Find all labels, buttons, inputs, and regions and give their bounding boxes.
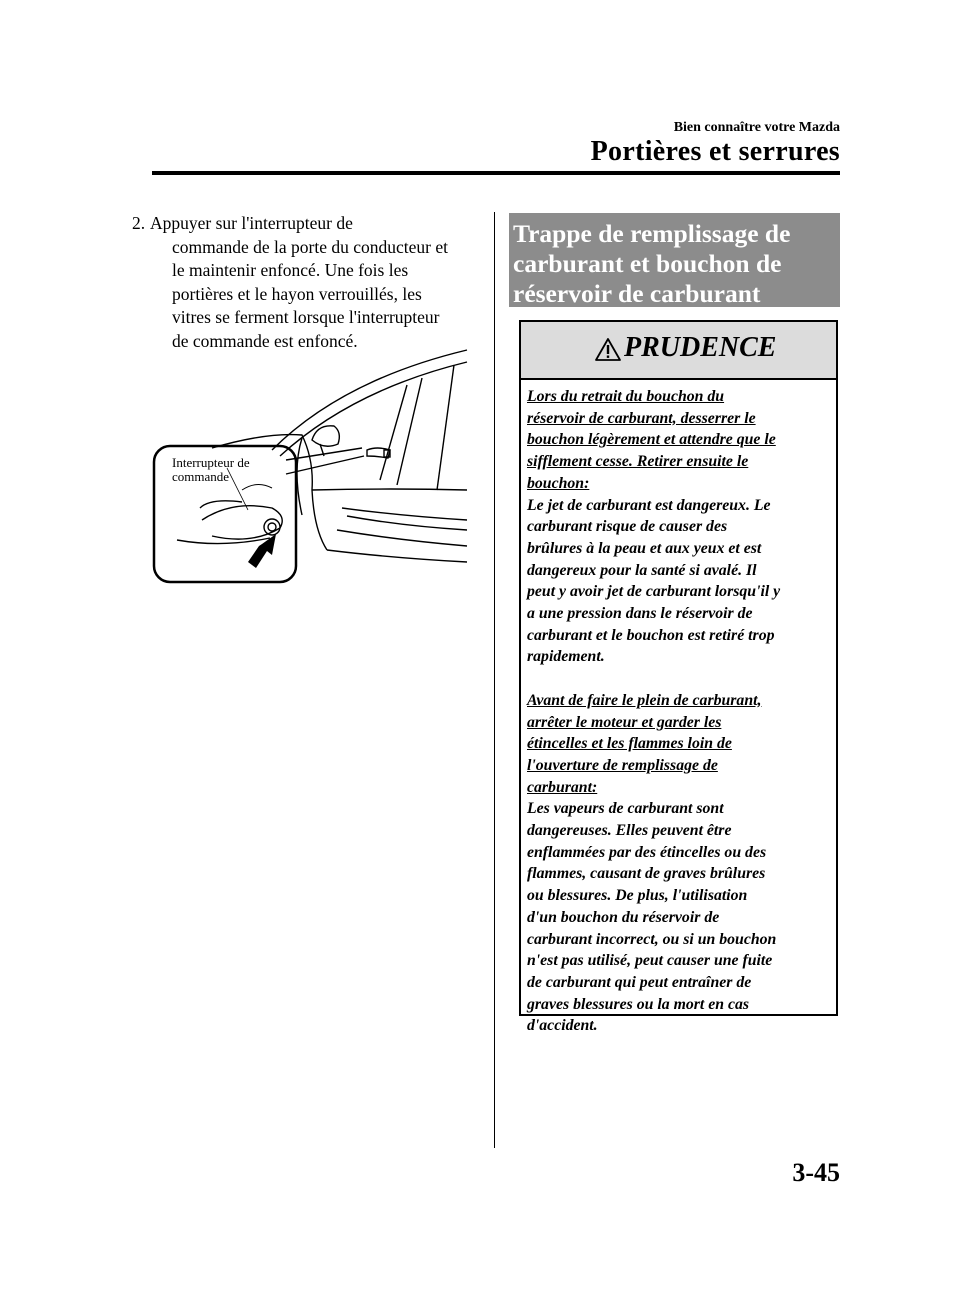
text-line: flammes, causant de graves brûlures — [527, 865, 766, 883]
text-line: ou blessures. De plus, l'utilisation — [527, 887, 748, 905]
section-title-line: carburant et bouchon de — [513, 249, 782, 278]
section-title-line: Trappe de remplissage de — [513, 219, 791, 248]
step-text — [150, 212, 482, 353]
step-line: commande de la porte du conducteur et — [172, 236, 449, 257]
column-divider — [494, 212, 495, 1148]
step-line: Appuyer sur l'interrupteur de — [150, 213, 353, 233]
step-line: de commande est enfoncé. — [172, 330, 358, 351]
text-line: brûlures à la peau et aux yeux et est — [527, 539, 762, 557]
text-line: carburant: — [527, 778, 598, 796]
door-switch-illustration — [152, 340, 469, 588]
text-line: Le jet de carburant est dangereux. Le — [527, 496, 771, 514]
caution-warning-2 — [527, 690, 833, 799]
text-line: bouchon légèrement et attendre que le — [527, 431, 776, 449]
text-line: Les vapeurs de carburant sont — [527, 800, 724, 818]
step-number: 2. — [132, 213, 146, 233]
paragraph-gap — [527, 668, 833, 690]
text-line: étincelles et les flammes loin de — [527, 735, 732, 753]
text-line: carburant et le bouchon est retiré trop — [527, 626, 775, 644]
text-line: de carburant qui peut entraîner de — [527, 973, 752, 991]
header-rule — [152, 171, 840, 175]
text-line: réservoir de carburant, desserrer le — [527, 409, 756, 427]
caution-box — [519, 320, 838, 1035]
callout-line: commande — [172, 469, 230, 484]
text-line: d'un bouchon du réservoir de — [527, 908, 720, 926]
text-line: enflammées par des étincelles ou des — [527, 843, 767, 861]
section-title — [513, 219, 839, 309]
text-line: carburant incorrect, ou si un bouchon — [527, 930, 777, 948]
text-line: peut y avoir jet de carburant lorsqu'il y — [527, 583, 781, 601]
text-line: d'accident. — [527, 1017, 598, 1035]
step-line: portières et le hayon verrouillés, les — [172, 283, 422, 304]
step-line: vitres se ferment lorsque l'interrupteur — [172, 307, 440, 327]
caution-warning-1 — [527, 386, 833, 495]
text-line: rapidement. — [527, 648, 605, 666]
text-line: bouchon: — [527, 474, 590, 492]
caution-explanation-1 — [527, 495, 833, 669]
section-heading-box — [509, 213, 840, 307]
callout-line: Interrupteur de — [172, 455, 250, 470]
running-header-section: Bien connaître votre Mazda — [673, 120, 840, 135]
text-line: l'ouverture de remplissage de — [527, 756, 718, 774]
running-header-title: Portières et serrures — [590, 136, 840, 167]
text-line: graves blessures ou la mort en cas — [527, 995, 750, 1013]
caution-body — [527, 386, 833, 1037]
step-line: le maintenir enfoncé. Une fois les — [172, 260, 409, 280]
page-number: 3-45 — [792, 1158, 840, 1187]
text-line: a une pression dans le réservoir de — [527, 605, 753, 623]
text-line: Lors du retrait du bouchon du — [527, 388, 725, 405]
section-title-line: réservoir de carburant — [513, 279, 761, 308]
instruction-step — [132, 212, 482, 353]
text-line: arrêter le moteur et garder les — [527, 713, 722, 731]
caution-explanation-2 — [527, 798, 833, 1037]
callout-label — [172, 456, 250, 484]
text-line: dangereux pour la santé si avalé. Il — [527, 561, 757, 579]
text-line: dangereuses. Elles peuvent être — [527, 822, 732, 840]
warning-triangle-icon — [594, 337, 622, 362]
text-line: Avant de faire le plein de carburant, — [527, 691, 762, 709]
caution-word: PRUDENCE — [624, 332, 777, 363]
caution-heading — [521, 322, 836, 380]
text-line: carburant risque de causer des — [527, 518, 728, 536]
text-line: sifflement cesse. Retirer ensuite le — [527, 453, 749, 471]
text-line: n'est pas utilisé, peut causer une fuite — [527, 952, 773, 970]
